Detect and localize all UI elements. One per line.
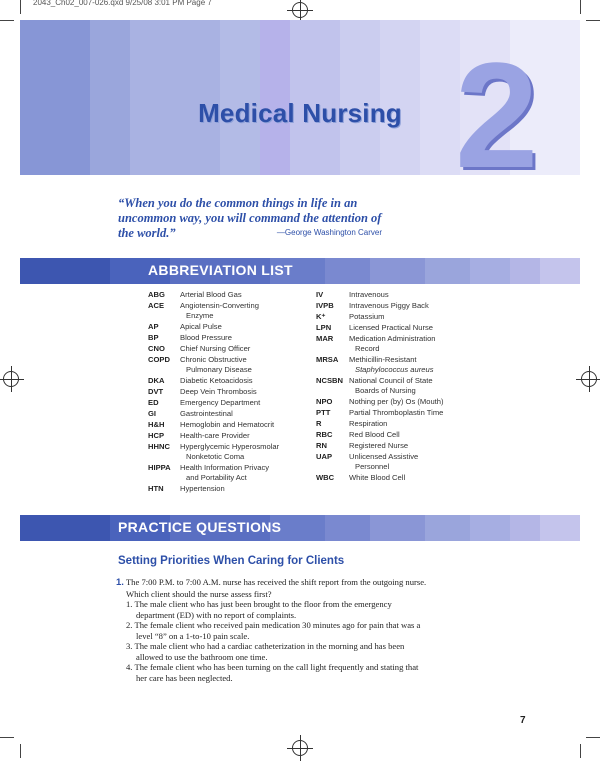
abbreviation-definition (349, 301, 429, 311)
option-text: her care has been neglected. (136, 672, 233, 683)
definition-line: Angiotensin-Converting (180, 301, 259, 310)
definition-line: Health-care Provider (180, 431, 250, 440)
option-text: level “8” on a 1-to-10 pain scale. (136, 630, 250, 641)
definition-line: Registered Nurse (349, 441, 409, 450)
crop-mark (580, 0, 581, 14)
practice-questions-heading: PRACTICE QUESTIONS (118, 519, 282, 535)
epigraph-author: —George Washington Carver (276, 228, 382, 237)
abbreviation-definition (349, 397, 444, 407)
abbreviation-code: CNO (148, 344, 165, 353)
definition-line: Emergency Department (180, 398, 261, 407)
abbreviation-definition (349, 408, 443, 418)
registration-mark-icon (3, 371, 19, 387)
registration-mark-icon (292, 2, 308, 18)
abbreviation-row (316, 473, 486, 483)
abbreviation-definition (180, 322, 222, 332)
abbreviation-code: HIPPA (148, 463, 171, 472)
definition-line: Boards of Nursing (355, 386, 416, 395)
abbreviation-definition (349, 290, 389, 300)
abbreviation-definition (180, 344, 250, 354)
abbreviation-row (316, 290, 486, 300)
slug-line: 2043_Ch02_007-026.qxd 9/25/08 3:01 PM Page 7 (33, 0, 212, 7)
registration-mark-icon (581, 371, 597, 387)
section-subheading: Setting Priorities When Caring for Clients (118, 555, 345, 567)
abbreviation-code: IVPB (316, 301, 334, 310)
abbreviation-row (148, 442, 318, 462)
abbreviation-definition (349, 419, 387, 429)
abbreviation-row (316, 452, 486, 472)
definition-line: Blood Pressure (180, 333, 232, 342)
abbreviation-row (148, 355, 318, 375)
page-number: 7 (520, 715, 526, 726)
option-text: 3. The male client who had a cardiac catheterization in the morning and has been (126, 641, 405, 651)
definition-line: Intravenous Piggy Back (349, 301, 429, 310)
definition-line: Record (355, 344, 380, 353)
option-text: department (ED) with no report of complaints. (136, 609, 297, 620)
abbreviation-code: AP (148, 322, 159, 331)
definition-line: Personnel (355, 462, 390, 471)
abbreviation-definition (180, 442, 279, 462)
abbreviation-list-heading: ABBREVIATION LIST (148, 262, 293, 278)
abbreviation-code: MAR (316, 334, 334, 343)
definition-line: Licensed Practical Nurse (349, 323, 433, 332)
abbreviation-row (316, 301, 486, 311)
abbreviation-code: ABG (148, 290, 165, 299)
question-stem-line: Which client should the nurse assess first? (126, 588, 272, 599)
abbreviation-definition (180, 376, 253, 386)
abbreviation-row (148, 398, 318, 408)
abbreviation-row (148, 301, 318, 321)
abbreviation-definition (180, 301, 259, 321)
abbreviation-definition (349, 473, 405, 483)
abbreviation-definition (349, 355, 434, 375)
abbreviation-heading-bar (20, 258, 580, 284)
question-1 (116, 577, 466, 683)
abbreviation-row (148, 333, 318, 343)
definition-line: Partial Thromboplastin Time (349, 408, 444, 417)
abbreviation-row (316, 419, 486, 429)
definition-line: Apical Pulse (180, 322, 222, 331)
abbreviation-code: H&H (148, 420, 165, 429)
abbreviation-code: DVT (148, 387, 164, 396)
abbreviation-code: MRSA (316, 355, 339, 364)
abbreviation-code: HTN (148, 484, 164, 493)
practice-heading-bar (20, 515, 580, 541)
definition-line: Medication Administration (349, 334, 436, 343)
question-number: 1. (116, 577, 124, 588)
question-stem-line: The 7:00 P.M. to 7:00 A.M. nurse has received the shift report from the outgoing nurse. (125, 577, 427, 587)
definition-line: Staphylococcus aureus (355, 365, 434, 374)
answer-option-4[interactable] (116, 662, 466, 683)
abbreviation-code: IV (316, 290, 324, 299)
definition-line: Diabetic Ketoacidosis (180, 376, 253, 385)
abbreviation-column-right (316, 290, 486, 484)
definition-line: Chief Nursing Officer (180, 344, 251, 353)
abbreviation-code: NPO (316, 397, 333, 406)
crop-mark (586, 737, 600, 738)
definition-line: Methicillin-Resistant (349, 355, 417, 364)
abbreviation-row (148, 484, 318, 494)
definition-line: and Portability Act (186, 473, 247, 482)
abbreviation-row (316, 323, 486, 333)
crop-mark (20, 744, 21, 758)
crop-mark (20, 0, 21, 14)
crop-mark (0, 737, 14, 738)
definition-line: Gastrointestinal (180, 409, 233, 418)
definition-line: Potassium (349, 312, 385, 321)
abbreviation-definition (180, 290, 242, 300)
abbreviation-row (148, 290, 318, 300)
abbreviation-code: DKA (148, 376, 165, 385)
abbreviation-row (148, 387, 318, 397)
definition-line: Red Blood Cell (349, 430, 400, 439)
definition-line: White Blood Cell (349, 473, 406, 482)
definition-line: Pulmonary Disease (186, 365, 252, 374)
abbreviation-code: RBC (316, 430, 333, 439)
abbreviation-column-left (148, 290, 318, 495)
abbreviation-row (316, 355, 486, 375)
abbreviation-definition (180, 387, 257, 397)
abbreviation-row (316, 397, 486, 407)
option-text: 2. The female client who received pain medication 30 minutes ago for pain that was a (126, 620, 421, 630)
definition-line: Nothing per (by) Os (Mouth) (349, 397, 444, 406)
abbreviation-row (148, 322, 318, 332)
definition-line: Hypertension (180, 484, 225, 493)
epigraph-quote: “When you do the common things in life in an uncommon way, you will command the attention of the world.” (118, 196, 382, 240)
answer-option-2[interactable] (116, 620, 466, 641)
registration-mark-icon (292, 740, 308, 756)
abbreviation-code: WBC (316, 473, 335, 482)
definition-line: Hemoglobin and Hematocrit (180, 420, 275, 429)
abbreviation-code: HHNC (148, 442, 170, 451)
abbreviation-definition (349, 452, 418, 472)
definition-line: Nonketotic Coma (186, 452, 245, 461)
abbreviation-code: R (316, 419, 322, 428)
abbreviation-definition (180, 431, 250, 441)
abbreviation-definition (180, 484, 225, 494)
chapter-title: Medical Nursing (198, 98, 402, 128)
abbreviation-definition (349, 312, 384, 322)
abbreviation-definition (180, 333, 232, 343)
definition-line: Unlicensed Assistive (349, 452, 419, 461)
definition-line: Intravenous (349, 290, 389, 299)
abbreviation-row (148, 409, 318, 419)
abbreviation-row (148, 344, 318, 354)
abbreviation-row (148, 463, 318, 483)
abbreviation-code: COPD (148, 355, 170, 364)
definition-line: Enzyme (186, 311, 214, 320)
crop-mark (0, 20, 14, 21)
definition-line: Respiration (349, 419, 388, 428)
definition-line: Hyperglycemic Hyperosmolar (180, 442, 280, 451)
option-text: allowed to use the bathroom one time. (136, 651, 268, 662)
abbreviation-definition (180, 355, 252, 375)
abbreviation-code: K⁺ (316, 312, 326, 321)
abbreviation-code: GI (148, 409, 157, 418)
crop-mark (586, 20, 600, 21)
abbreviation-definition (349, 334, 436, 354)
answer-option-3[interactable] (116, 641, 466, 662)
abbreviation-definition (349, 430, 400, 440)
definition-line: Chronic Obstructive (180, 355, 247, 364)
abbreviation-row (148, 431, 318, 441)
chapter-number: 2 (455, 31, 539, 199)
abbreviation-definition (180, 420, 274, 430)
abbreviation-row (316, 312, 486, 322)
definition-line: Arterial Blood Gas (180, 290, 242, 299)
abbreviation-code: UAP (316, 452, 333, 461)
definition-line: Health Information Privacy (180, 463, 270, 472)
abbreviation-code: ACE (148, 301, 165, 310)
abbreviation-code: RN (316, 441, 327, 450)
abbreviation-code: BP (148, 333, 159, 342)
abbreviation-definition (180, 409, 233, 419)
abbreviation-code: PTT (316, 408, 331, 417)
abbreviation-code: HCP (148, 431, 165, 440)
abbreviation-definition (349, 376, 433, 396)
abbreviation-row (316, 334, 486, 354)
abbreviation-definition (180, 398, 260, 408)
option-text: 4. The female client who has been turning on the call light frequently and stating that (126, 662, 419, 672)
abbreviation-definition (180, 463, 269, 483)
abbreviation-row (316, 430, 486, 440)
abbreviation-definition (349, 441, 408, 451)
option-text: 1. The male client who has just been brought to the floor from the emergency (126, 599, 392, 609)
abbreviation-code: ED (148, 398, 159, 407)
definition-line: National Council of State (349, 376, 433, 385)
crop-mark (580, 744, 581, 758)
abbreviation-row (148, 376, 318, 386)
abbreviation-definition (349, 323, 433, 333)
abbreviation-row (148, 420, 318, 430)
answer-option-1[interactable] (116, 599, 466, 620)
abbreviation-row (316, 441, 486, 451)
definition-line: Deep Vein Thrombosis (180, 387, 257, 396)
abbreviation-row (316, 376, 486, 396)
abbreviation-code: LPN (316, 323, 332, 332)
abbreviation-row (316, 408, 486, 418)
abbreviation-code: NCSBN (316, 376, 344, 385)
